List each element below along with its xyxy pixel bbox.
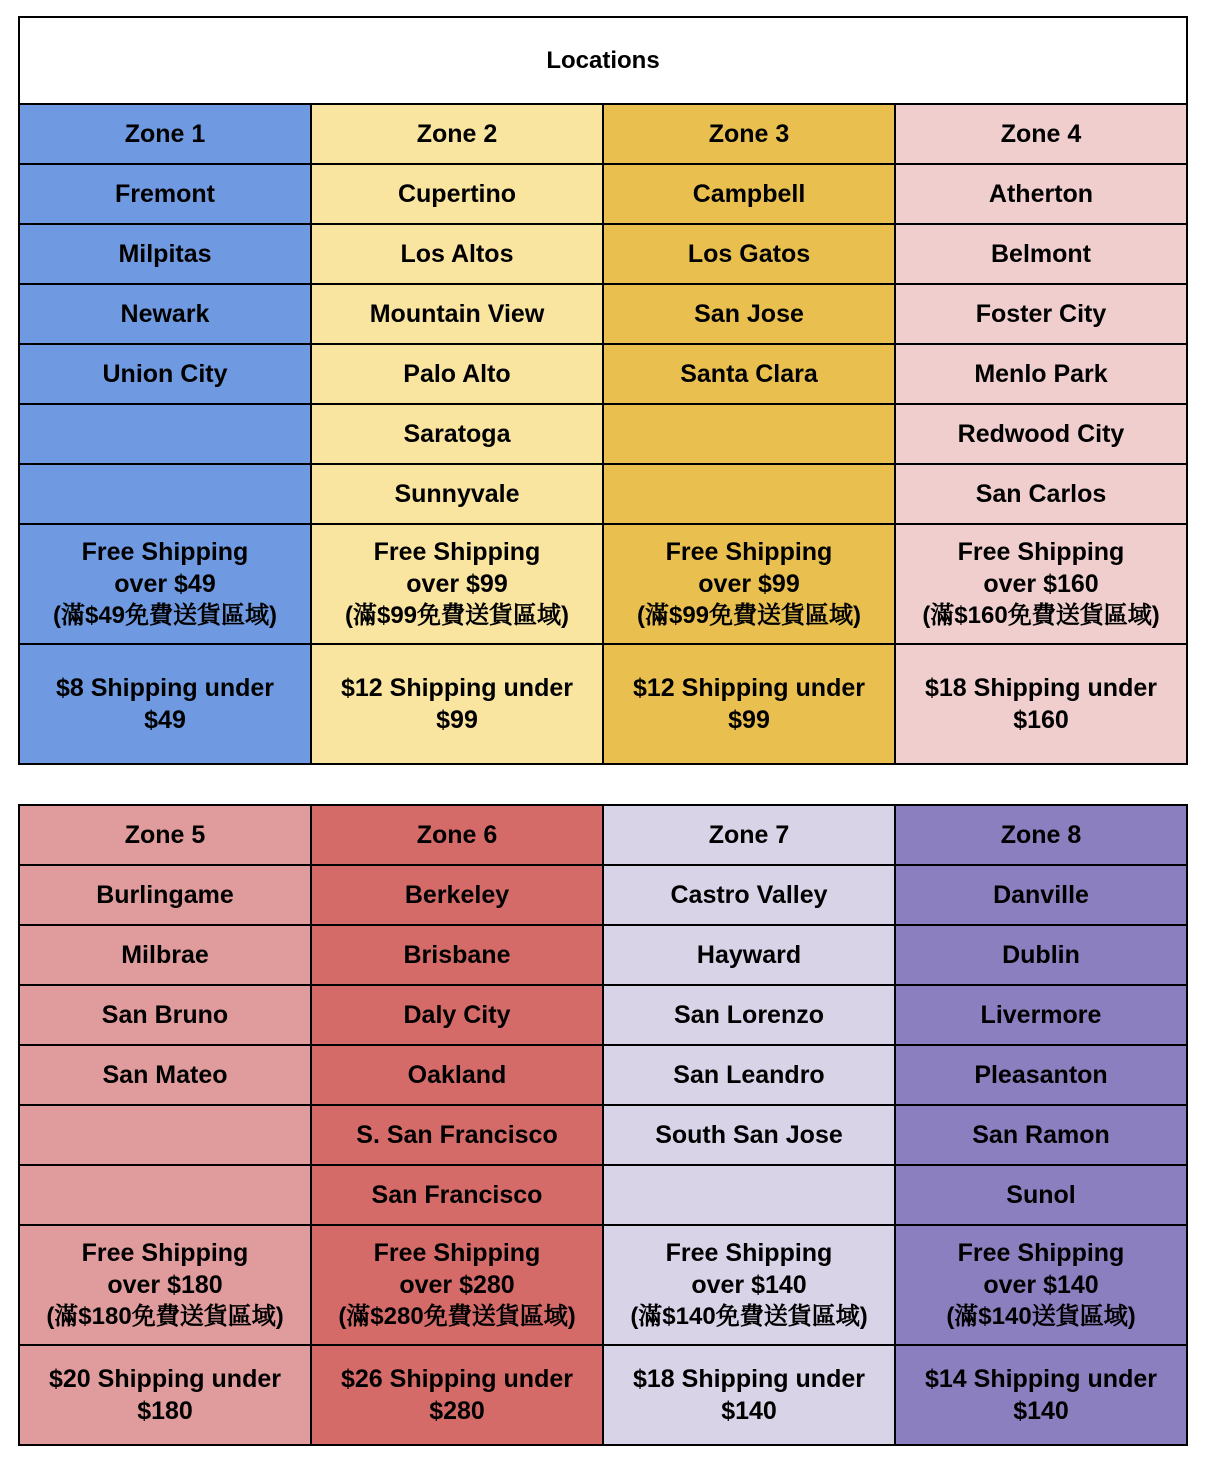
city-cell: Campbell	[603, 164, 895, 224]
free-shipping-line2: over $160	[983, 570, 1099, 598]
free-shipping-line1: Free Shipping	[373, 538, 541, 566]
free-shipping-line2: over $180	[107, 1271, 223, 1299]
city-cell: Union City	[19, 344, 311, 404]
city-row	[19, 224, 1187, 284]
free-shipping-cell	[19, 524, 311, 644]
free-shipping-line2: over $140	[691, 1271, 807, 1299]
shipping-fee-line2: $280	[429, 1397, 485, 1425]
zone-header: Zone 3	[603, 104, 895, 164]
city-row	[19, 344, 1187, 404]
city-cell: San Bruno	[19, 985, 311, 1045]
shipping-fee-cell	[311, 644, 603, 764]
shipping-fee-line1: $12 Shipping under	[341, 674, 573, 702]
shipping-fee-row	[19, 644, 1187, 764]
free-shipping-line1: Free Shipping	[665, 538, 833, 566]
free-shipping-chinese: (滿$280免費送貨區域)	[338, 1303, 576, 1330]
city-cell: San Lorenzo	[603, 985, 895, 1045]
free-shipping-line1: Free Shipping	[373, 1239, 541, 1267]
zone-header: Zone 8	[895, 805, 1187, 865]
city-cell: Sunnyvale	[311, 464, 603, 524]
shipping-fee-cell	[603, 644, 895, 764]
free-shipping-chinese: (滿$99免費送貨區域)	[636, 602, 862, 629]
free-shipping-cell	[311, 1225, 603, 1345]
city-cell	[19, 404, 311, 464]
city-cell: San Carlos	[895, 464, 1187, 524]
city-cell: Daly City	[311, 985, 603, 1045]
shipping-fee-cell	[19, 1345, 311, 1445]
city-cell: Milpitas	[19, 224, 311, 284]
shipping-fee-line2: $99	[436, 706, 478, 734]
zone-header: Zone 1	[19, 104, 311, 164]
city-cell: Pleasanton	[895, 1045, 1187, 1105]
zone-header-row	[19, 805, 1187, 865]
table-title: Locations	[19, 17, 1187, 104]
city-cell: Menlo Park	[895, 344, 1187, 404]
shipping-fee-line2: $99	[728, 706, 770, 734]
free-shipping-chinese: (滿$49免費送貨區域)	[52, 602, 278, 629]
city-cell: Redwood City	[895, 404, 1187, 464]
city-row	[19, 1045, 1187, 1105]
free-shipping-line2: over $49	[114, 570, 216, 598]
free-shipping-line1: Free Shipping	[81, 538, 249, 566]
city-cell: Milbrae	[19, 925, 311, 985]
free-shipping-line2: over $99	[406, 570, 508, 598]
shipping-fee-cell	[603, 1345, 895, 1445]
shipping-fee-line2: $140	[1013, 1397, 1069, 1425]
city-cell: Santa Clara	[603, 344, 895, 404]
city-cell: Cupertino	[311, 164, 603, 224]
city-cell	[603, 464, 895, 524]
shipping-fee-cell	[19, 644, 311, 764]
free-shipping-cell	[603, 524, 895, 644]
city-row	[19, 985, 1187, 1045]
zone-header: Zone 5	[19, 805, 311, 865]
city-cell: Newark	[19, 284, 311, 344]
city-cell: San Francisco	[311, 1165, 603, 1225]
shipping-fee-row	[19, 1345, 1187, 1445]
free-shipping-cell	[895, 1225, 1187, 1345]
city-cell	[19, 1165, 311, 1225]
free-shipping-chinese: (滿$180免費送貨區域)	[46, 1303, 284, 1330]
free-shipping-chinese: (滿$140免費送貨區域)	[630, 1303, 868, 1330]
city-cell	[603, 404, 895, 464]
shipping-fee-line1: $26 Shipping under	[341, 1365, 573, 1393]
shipping-fee-line1: $8 Shipping under	[55, 674, 275, 702]
city-cell: South San Jose	[603, 1105, 895, 1165]
city-cell: Burlingame	[19, 865, 311, 925]
city-cell	[19, 464, 311, 524]
shipping-fee-cell	[895, 644, 1187, 764]
title-row	[19, 17, 1187, 104]
city-row	[19, 284, 1187, 344]
free-shipping-chinese: (滿$160免費送貨區域)	[922, 602, 1160, 629]
city-cell: Hayward	[603, 925, 895, 985]
zone-header: Zone 7	[603, 805, 895, 865]
city-row	[19, 164, 1187, 224]
free-shipping-row	[19, 524, 1187, 644]
city-cell: Sunol	[895, 1165, 1187, 1225]
city-row	[19, 464, 1187, 524]
zone-table-1	[18, 16, 1188, 765]
shipping-fee-line2: $140	[721, 1397, 777, 1425]
city-cell: Dublin	[895, 925, 1187, 985]
city-cell: Belmont	[895, 224, 1187, 284]
free-shipping-chinese: (滿$140送貨區域)	[946, 1303, 1136, 1330]
city-row	[19, 1105, 1187, 1165]
shipping-fee-line2: $160	[1013, 706, 1069, 734]
shipping-fee-line2: $49	[144, 706, 186, 734]
shipping-fee-line2: $180	[137, 1397, 193, 1425]
city-cell: Berkeley	[311, 865, 603, 925]
city-cell: S. San Francisco	[311, 1105, 603, 1165]
shipping-fee-line1: $14 Shipping under	[925, 1365, 1157, 1393]
city-cell: Brisbane	[311, 925, 603, 985]
city-cell: Atherton	[895, 164, 1187, 224]
zone-table-2	[18, 804, 1188, 1446]
free-shipping-line1: Free Shipping	[957, 1239, 1125, 1267]
zone-header: Zone 6	[311, 805, 603, 865]
zone-header-row	[19, 104, 1187, 164]
city-cell: Saratoga	[311, 404, 603, 464]
city-cell: Mountain View	[311, 284, 603, 344]
free-shipping-cell	[19, 1225, 311, 1345]
city-row	[19, 404, 1187, 464]
free-shipping-line1: Free Shipping	[957, 538, 1125, 566]
city-cell: San Mateo	[19, 1045, 311, 1105]
city-cell: Foster City	[895, 284, 1187, 344]
city-row	[19, 925, 1187, 985]
city-cell: San Ramon	[895, 1105, 1187, 1165]
free-shipping-line1: Free Shipping	[665, 1239, 833, 1267]
free-shipping-chinese: (滿$99免費送貨區域)	[344, 602, 570, 629]
shipping-fee-line1: $12 Shipping under	[633, 674, 865, 702]
city-cell: Palo Alto	[311, 344, 603, 404]
free-shipping-line1: Free Shipping	[81, 1239, 249, 1267]
shipping-fee-cell	[895, 1345, 1187, 1445]
free-shipping-cell	[895, 524, 1187, 644]
city-cell: Los Gatos	[603, 224, 895, 284]
zone-header: Zone 2	[311, 104, 603, 164]
free-shipping-row	[19, 1225, 1187, 1345]
shipping-fee-line1: $18 Shipping under	[633, 1365, 865, 1393]
city-row	[19, 865, 1187, 925]
city-cell: Oakland	[311, 1045, 603, 1105]
city-cell: Danville	[895, 865, 1187, 925]
free-shipping-line2: over $140	[983, 1271, 1099, 1299]
free-shipping-cell	[311, 524, 603, 644]
city-cell: San Jose	[603, 284, 895, 344]
city-row	[19, 1165, 1187, 1225]
city-cell: Livermore	[895, 985, 1187, 1045]
city-cell	[19, 1105, 311, 1165]
shipping-fee-cell	[311, 1345, 603, 1445]
zone-header: Zone 4	[895, 104, 1187, 164]
shipping-fee-line1: $18 Shipping under	[925, 674, 1157, 702]
city-cell: Fremont	[19, 164, 311, 224]
city-cell: San Leandro	[603, 1045, 895, 1105]
free-shipping-cell	[603, 1225, 895, 1345]
city-cell	[603, 1165, 895, 1225]
shipping-fee-line1: $20 Shipping under	[49, 1365, 281, 1393]
free-shipping-line2: over $99	[698, 570, 800, 598]
free-shipping-line2: over $280	[399, 1271, 515, 1299]
city-cell: Los Altos	[311, 224, 603, 284]
city-cell: Castro Valley	[603, 865, 895, 925]
